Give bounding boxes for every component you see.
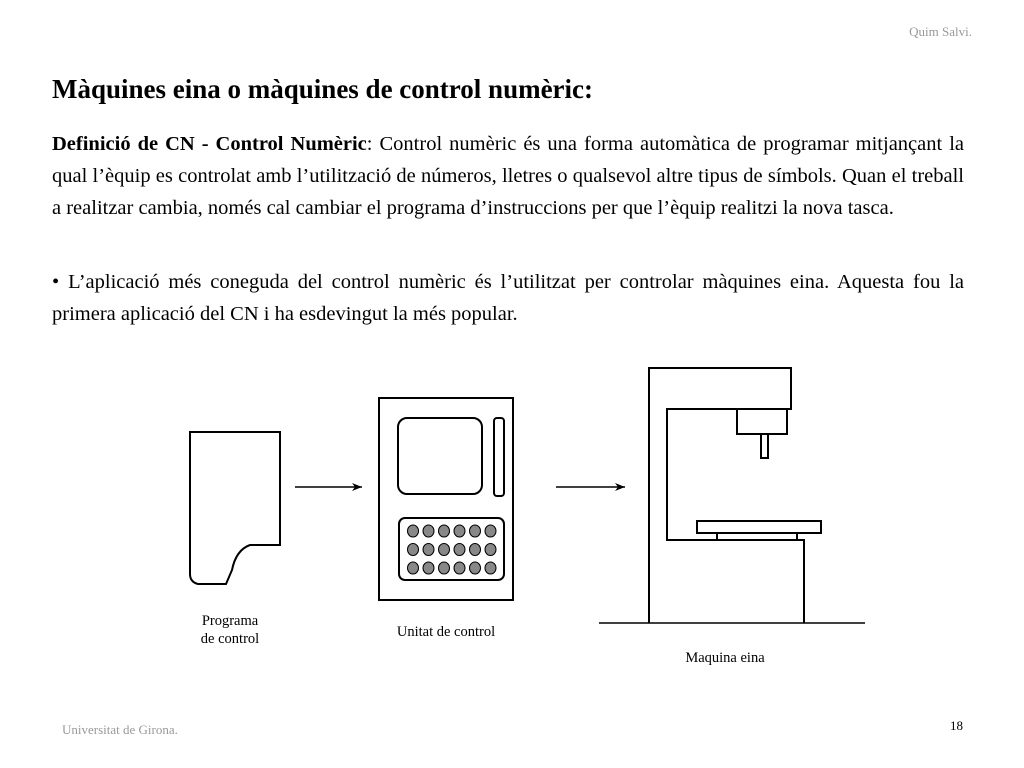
machine-table xyxy=(697,521,821,533)
keypad-keys xyxy=(408,525,497,574)
keypad-key xyxy=(454,525,465,537)
keypad-key xyxy=(423,525,434,537)
author-name: Quim Salvi. xyxy=(909,24,972,39)
keypad-key xyxy=(439,525,450,537)
keypad-key xyxy=(423,562,434,574)
keypad-key xyxy=(485,562,496,574)
spindle-tool xyxy=(761,434,768,458)
program-caption-line2: de control xyxy=(200,631,260,647)
keypad-key xyxy=(439,562,450,574)
bullet-text: L’aplicació més coneguda del control numèric és l’utilitzat per controlar màquines eina. Aquesta fou la primera aplicació del CN i ha esdevingut la més popular. xyxy=(52,271,964,325)
definition-term: Definició de CN - Control Numèric xyxy=(52,133,367,155)
control-unit-slot xyxy=(494,418,504,496)
keypad-key xyxy=(423,544,434,556)
keypad-key xyxy=(439,544,450,556)
slide-title: Màquines eina o màquines de control numèric: xyxy=(52,74,594,104)
keypad-key xyxy=(470,525,481,537)
page-number: 18 xyxy=(950,718,963,733)
keypad-key xyxy=(470,544,481,556)
control-unit-caption: Unitat de control xyxy=(396,624,496,640)
keypad-key xyxy=(485,544,496,556)
program-caption xyxy=(180,612,280,648)
control-unit-shape xyxy=(379,398,513,600)
machine-caption: Maquina eina xyxy=(685,650,765,666)
bullet-marker: • xyxy=(52,271,60,293)
footer-institution: Universitat de Girona. xyxy=(62,722,178,737)
keypad-key xyxy=(454,544,465,556)
keypad-key xyxy=(470,562,481,574)
keypad-key xyxy=(408,525,419,537)
control-unit-screen xyxy=(398,418,482,494)
spindle-head xyxy=(737,409,787,434)
program-document-shape xyxy=(190,432,280,584)
keypad-key xyxy=(485,525,496,537)
definition-text: : Control numèric és una forma automàtica de programar mitjançant la qual l’èquip es controlat amb l’utilització de números, lletres o qualsevol altre tipus de símbols. Quan el treball a realitzar cambia, només cal cambiar el programa d’instruccions per que l’èquip realitzi la nova tasca. xyxy=(52,133,964,219)
table-base xyxy=(717,533,797,540)
keypad-key xyxy=(408,562,419,574)
keypad-key xyxy=(408,544,419,556)
machine-tool-shape xyxy=(649,368,821,623)
program-caption-line1: Programa xyxy=(201,613,259,629)
keypad-key xyxy=(454,562,465,574)
